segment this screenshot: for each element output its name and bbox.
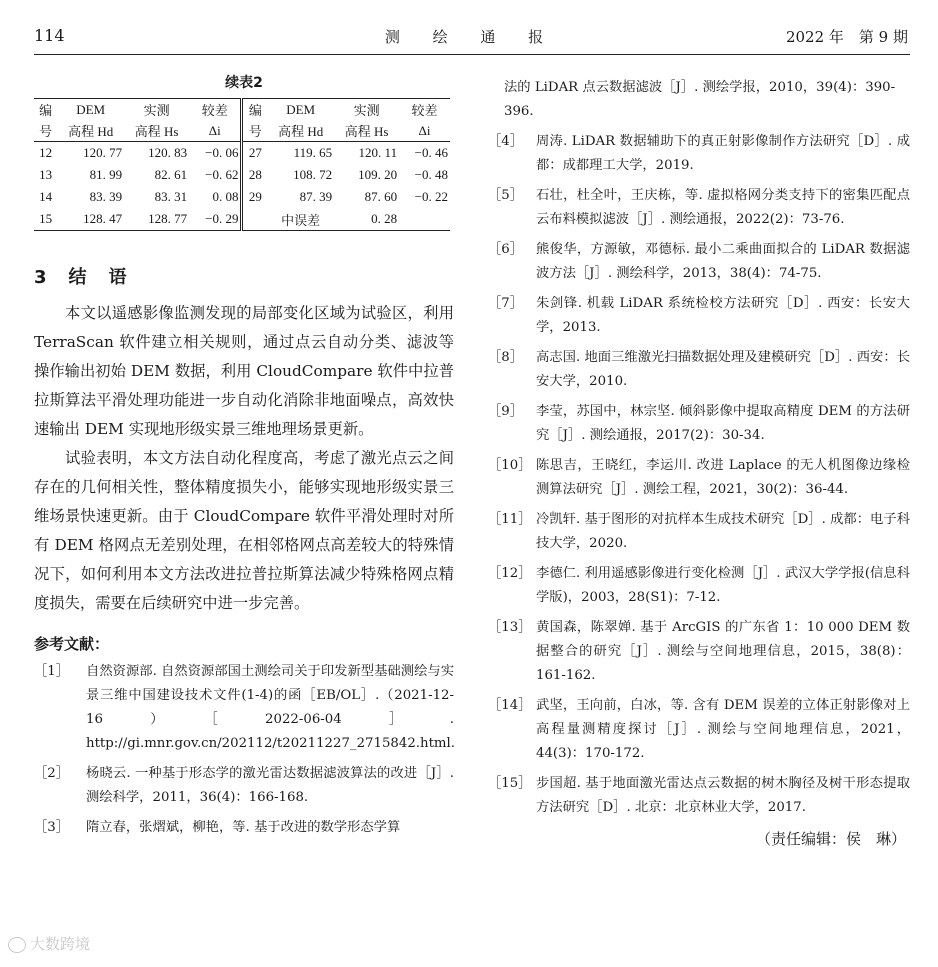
reference-text: 周涛. LiDAR 数据辅助下的真正射影像制作方法研究［D］. 成都：成都理工大学，2019. [536, 134, 910, 173]
reference-number: ［6］ [488, 242, 524, 257]
reference-item [488, 400, 910, 448]
watermark-text: 大数跨境 [30, 935, 91, 953]
table-header-cell: 编 [248, 103, 262, 118]
table-cell: −0. 29 [189, 208, 242, 231]
reference-item [488, 454, 910, 502]
reference-text: 冷凯轩. 基于图形的对抗样本生成技术研究［D］. 成都：电子科技大学，2020. [536, 512, 910, 551]
table-cell: 87. 60 [364, 189, 398, 204]
table-cell: 120. 11 [358, 145, 398, 160]
table-cell: 中误差 [281, 212, 321, 228]
table-cell: −0. 06 [189, 142, 242, 165]
issue-label: 2022 年 第 9 期 [785, 28, 908, 46]
reference-number: ［15］ [488, 776, 532, 791]
table-cell: 119. 65 [293, 145, 333, 160]
page-header [34, 26, 908, 48]
table-header-row [34, 99, 450, 121]
left-column [34, 72, 454, 846]
table-cell: 28 [248, 167, 262, 182]
header-rule [34, 54, 910, 55]
table-cell: 82. 61 [154, 167, 188, 182]
reference-number: ［11］ [488, 512, 532, 527]
table-header-cell: 较差 [411, 103, 438, 118]
table-cell: 128. 47 [83, 211, 123, 226]
reference-text: 陈思吉，王晓红，李运川. 改进 Laplace 的无人机图像边缘检测算法研究［J］. 测绘工程，2021，30(2)：36-44. [536, 458, 910, 497]
reference-item [488, 346, 910, 394]
reference-number: ［10］ [488, 458, 532, 473]
reference-item [488, 238, 910, 286]
references-heading: 参考文献： [34, 635, 110, 653]
reference-number: ［12］ [488, 566, 532, 581]
reference-text: 朱剑锋. 机载 LiDAR 系统检校方法研究［D］. 西安：长安大学，2013. [536, 296, 910, 335]
table-cell: 27 [248, 145, 262, 160]
references-list-right [488, 130, 910, 820]
table-header-cell: 编 [39, 103, 53, 118]
reference-text: 石壮，杜全叶，王庆栋，等. 虚拟格网分类支持下的密集匹配点云布料模拟滤波［J］. 测绘通报，2022(2)：73-76. [536, 188, 910, 227]
reference-item [34, 660, 454, 756]
reference-text: 武坚，王向前，白冰，等. 含有 DEM 误差的立体正射影像对上高程量测精度探讨［J］. 测绘与空间地理信息，2021，44(3)：170-172. [536, 698, 910, 761]
reference-item [488, 772, 910, 820]
reference-item [34, 762, 454, 810]
reference-item [488, 616, 910, 688]
table-header-cell: 较差 [189, 99, 242, 121]
reference-number: ［5］ [488, 188, 524, 203]
reference-item [488, 694, 910, 766]
table-cell: −0. 22 [414, 189, 448, 204]
table-header-cell: Δi [399, 120, 450, 142]
table-header-cell: DEM [76, 101, 106, 117]
reference-continuation: 法的 LiDAR 点云数据滤波［J］. 测绘学报，2010，39(4)：390-396. [504, 80, 896, 119]
reference-item [488, 292, 910, 340]
reference-text: 自然资源部. 自然资源部国土测绘司关于印发新型基础测绘与实景三维中国建设技术文件(1-4)的函［EB/OL］.（2021-12-16）［2022-06-04］. http://gi.mnr.gov.cn/202112/t20211227_2715842.html. [86, 664, 456, 751]
reference-number: ［4］ [488, 134, 524, 149]
reference-number: ［8］ [488, 350, 524, 365]
table-cell: −0. 62 [189, 164, 242, 186]
table-header-cell: 高程 Hs [334, 120, 399, 142]
reference-item [488, 562, 910, 610]
table-header-row [34, 120, 450, 142]
table-row [34, 142, 450, 165]
reference-text: 杨晓云. 一种基于形态学的激光雷达数据滤波算法的改进［J］. 测绘科学，2011，36(4)：166-168. [86, 766, 454, 805]
reference-number: ［2］ [34, 766, 70, 781]
reference-number: ［13］ [488, 620, 532, 635]
table-header-cell: 号 [242, 120, 267, 142]
watermark [8, 933, 90, 954]
table-header-cell: 高程 Hd [57, 120, 124, 142]
reference-text: 隋立春，张熠斌，柳艳，等. 基于改进的数学形态学算 [86, 820, 401, 835]
table-cell [242, 208, 267, 231]
table-cell: 83. 31 [154, 189, 188, 204]
table-title: 续表2 [225, 75, 263, 91]
table-header-cell: 实测 [353, 103, 380, 118]
watermark-logo-icon [8, 937, 26, 953]
reference-text: 高志国. 地面三维激光扫描数据处理及建模研究［D］. 西安：长安大学，2010. [536, 350, 910, 389]
table-row [34, 186, 450, 208]
reference-text: 李德仁. 利用遥感影像进行变化检测［J］. 武汉大学学报(信息科学版)，2003，28(S1)：7-12. [536, 566, 910, 605]
paragraph: 本文以遥感影像监测发现的局部变化区域为试验区，利用 TerraScan 软件建立相关规则，通过点云自动分类、滤波等操作输出初始 DEM 数据，利用 CloudCompare 软件中拉普拉斯算法平滑处理功能进一步自动化消除非地面噪点，高效快速输出 DEM 实现地形级实景三维地理场景更新。 [34, 304, 454, 438]
reference-number: ［1］ [34, 664, 70, 679]
table-cell: 87. 39 [299, 189, 333, 204]
table-body [34, 142, 450, 231]
table-cell: 0. 28 [371, 211, 398, 226]
table-header-cell: Δi [189, 120, 242, 142]
table-cell: 109. 20 [358, 167, 398, 182]
table-cell: 14 [39, 189, 53, 204]
table-cell: 120. 83 [148, 145, 188, 160]
table-cell: −0. 46 [414, 145, 448, 160]
table-cell [399, 208, 450, 231]
table-header-cell: 高程 Hd [267, 120, 334, 142]
section-heading: 3 结 语 [34, 267, 129, 288]
editor-note: （责任编辑：侯 琳） [755, 830, 906, 848]
reference-number: ［9］ [488, 404, 524, 419]
reference-item [34, 816, 454, 840]
table-header-cell: 号 [34, 120, 57, 142]
reference-item [488, 130, 910, 178]
reference-item [488, 184, 910, 232]
paragraph: 试验表明，本文方法自动化程度高，考虑了激光点云之间存在的几何相关性，整体精度损失小，能够实现地形级实景三维场景快速更新。由于 CloudCompare 软件平滑处理时对所有 DEM 格网点无差别处理，在相邻格网点高差较大的特殊情况下，如何利用本文方法改进拉普拉斯算法减少特殊格网点精度损失，需要在后续研究中进一步完善。 [34, 449, 454, 612]
reference-text: 李莹，苏国中，林宗坚. 倾斜影像中提取高精度 DEM 的方法研究［J］. 测绘通报，2017(2)：30-34. [536, 404, 910, 443]
reference-number: ［7］ [488, 296, 524, 311]
table-cell: 108. 72 [293, 167, 333, 182]
table-cell: 29 [248, 189, 262, 204]
table-header-cell: 高程 Hs [124, 120, 189, 142]
table-cell: 83. 39 [89, 189, 123, 204]
reference-number: ［14］ [488, 698, 532, 713]
reference-text: 黄国森，陈翠婵. 基于 ArcGIS 的广东省 1：10 000 DEM 数据整合的研究［J］. 测绘与空间地理信息，2015，38(8)：161-162. [536, 620, 910, 683]
table-cell: −0. 48 [414, 167, 448, 182]
reference-text: 步国超. 基于地面激光雷达点云数据的树木胸径及树干形态提取方法研究［D］. 北京：北京林业大学，2017. [536, 776, 910, 815]
page-number: 114 [34, 26, 65, 45]
references-list-left [34, 660, 454, 840]
table-cell: 128. 77 [148, 211, 188, 226]
table-cell: 13 [39, 167, 53, 182]
table-cell: 12 [39, 145, 53, 160]
table-row [34, 208, 450, 231]
reference-text: 熊俊华，方源敏，邓德标. 最小二乘曲面拟合的 LiDAR 数据滤波方法［J］. 测绘科学，2013，38(4)：74-75. [536, 242, 910, 281]
table-row [34, 164, 450, 186]
table-cell: 120. 77 [83, 145, 123, 160]
reference-number: ［3］ [34, 820, 70, 835]
table-cell: 81. 99 [89, 167, 123, 182]
data-table [34, 98, 450, 231]
right-column [488, 72, 910, 849]
table-cell: 0. 08 [189, 186, 242, 208]
table-header-cell: 实测 [143, 103, 170, 118]
journal-title: 测 绘 通 报 [384, 28, 558, 46]
table-header-cell: DEM [286, 101, 316, 117]
reference-item [488, 508, 910, 556]
table-cell: 15 [39, 211, 53, 226]
